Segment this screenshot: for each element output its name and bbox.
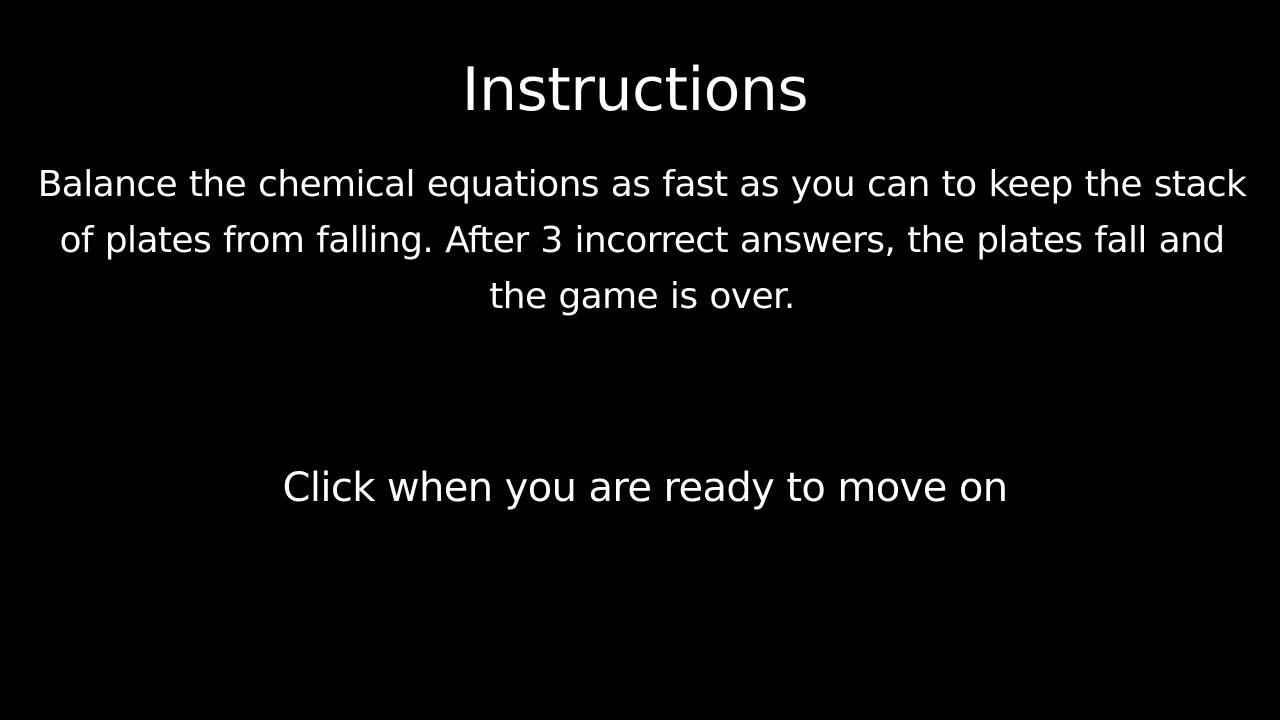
instructions-body: Balance the chemical equations as fast as you can to keep the stack of plates from falling. After 3 incorrect answers, the plates fall and the game is over. <box>37 164 1247 317</box>
instructions-title: Instructions <box>461 55 809 125</box>
continue-prompt[interactable]: Click when you are ready to move on <box>282 465 1008 511</box>
